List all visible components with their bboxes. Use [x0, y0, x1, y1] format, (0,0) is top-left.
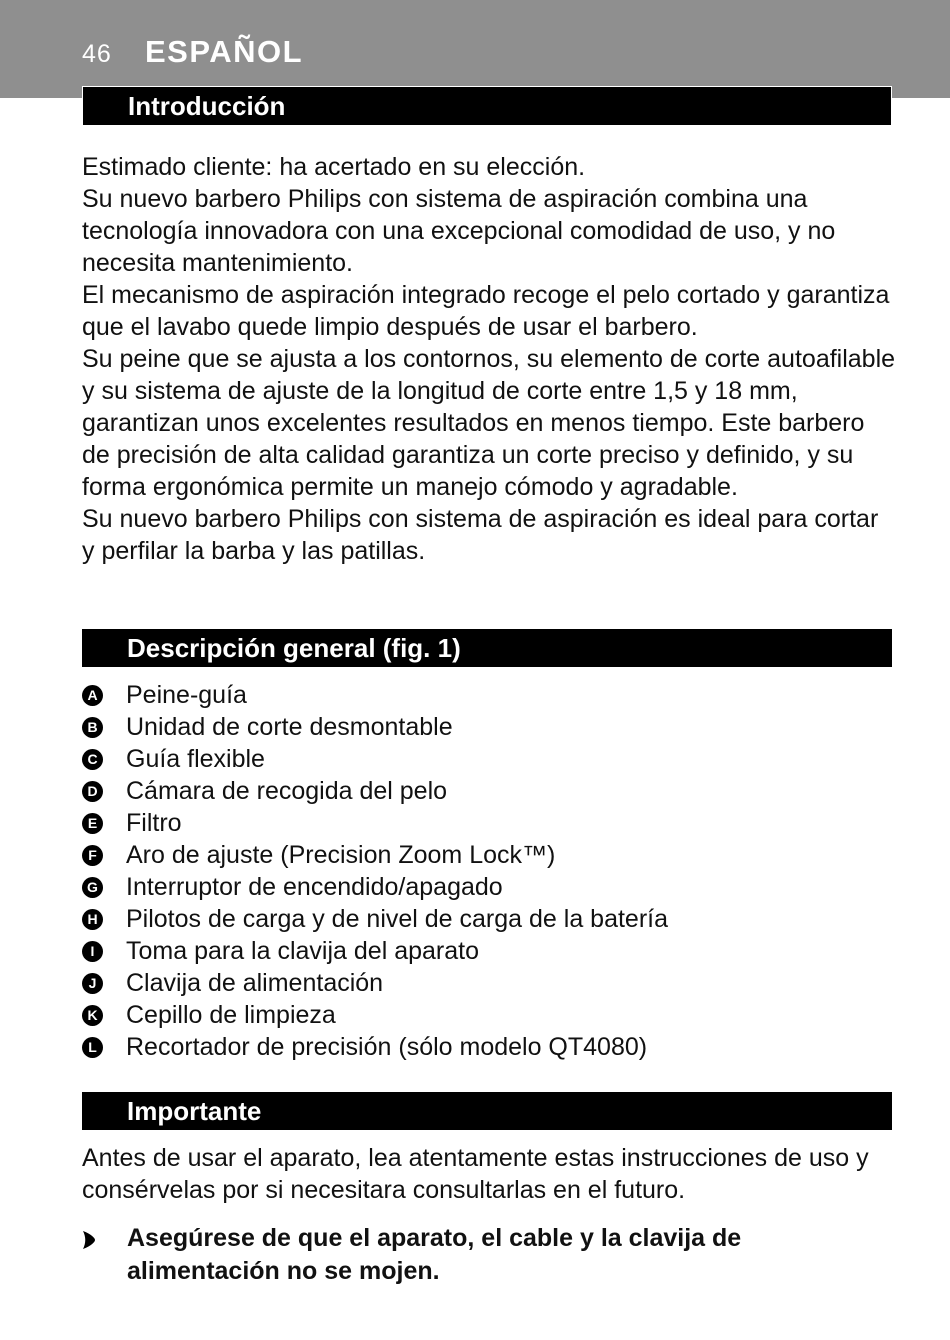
list-item-label: Cepillo de limpieza	[126, 1001, 336, 1029]
letter-badge-icon: L	[82, 1037, 103, 1058]
list-item-label: Unidad de corte desmontable	[126, 713, 453, 741]
list-item	[82, 967, 668, 999]
list-item	[82, 935, 668, 967]
letter-badge-icon: B	[82, 717, 103, 738]
intro-paragraph: Estimado cliente: ha acertado en su elección.	[82, 153, 586, 181]
list-item	[82, 775, 668, 807]
important-text	[82, 1142, 897, 1206]
letter-badge-icon: H	[82, 909, 103, 930]
list-item-label: Clavija de alimentación	[126, 969, 384, 997]
list-item	[82, 999, 668, 1031]
list-item-label: Recortador de precisión (sólo modelo QT4080)	[126, 1033, 648, 1061]
section-heading-overview: Descripción general (fig. 1)	[82, 629, 892, 667]
list-item	[82, 807, 668, 839]
section-heading-introduction: Introducción	[82, 86, 892, 126]
bullet-arrow-icon	[82, 1222, 127, 1288]
page-number: 46	[82, 40, 112, 68]
list-item-label: Toma para la clavija del aparato	[126, 937, 479, 965]
intro-paragraph: Su nuevo barbero Philips con sistema de aspiración es ideal para cortar y perfilar la barba y las patillas.	[82, 505, 879, 565]
important-paragraph: Antes de usar el aparato, lea atentamente estas instrucciones de uso y consérvelas por si necesitara consultarlas en el futuro.	[82, 1144, 869, 1204]
warning-text: Asegúrese de que el aparato, el cable y la clavija de alimentación no se mojen.	[127, 1224, 742, 1285]
section-heading-important: Importante	[82, 1092, 892, 1130]
letter-badge-icon: I	[82, 941, 103, 962]
list-item-label: Cámara de recogida del pelo	[126, 777, 448, 805]
list-item	[82, 871, 668, 903]
list-item-label: Interruptor de encendido/apagado	[126, 873, 503, 901]
list-item-label: Aro de ajuste (Precision Zoom Lock™)	[126, 841, 556, 869]
intro-paragraph: Su peine que se ajusta a los contornos, su elemento de corte autoafilable y su sistema de ajuste de la longitud de corte entre 1,5 y 18 mm, garantizan unos excelentes resultados en menos tiempo. Este barbero de precisión de alta calidad garantiza un corte preciso y definido, y su forma ergonómica permite un manejo cómodo y agradable.	[82, 345, 896, 501]
letter-badge-icon: D	[82, 781, 103, 802]
list-item-label: Filtro	[126, 809, 182, 837]
intro-paragraph: El mecanismo de aspiración integrado recoge el pelo cortado y garantiza que el lavabo quede limpio después de usar el barbero.	[82, 281, 890, 341]
letter-badge-icon: F	[82, 845, 103, 866]
letter-badge-icon: G	[82, 877, 103, 898]
list-item	[82, 903, 668, 935]
page-language-title: ESPAÑOL	[145, 34, 304, 69]
letter-badge-icon: K	[82, 1005, 103, 1026]
list-item-label: Guía flexible	[126, 745, 265, 773]
list-item	[82, 679, 668, 711]
header-band	[0, 0, 950, 98]
list-item-label: Peine-guía	[126, 681, 247, 709]
letter-badge-icon: E	[82, 813, 103, 834]
letter-badge-icon: C	[82, 749, 103, 770]
list-item	[82, 1031, 668, 1063]
letter-badge-icon: J	[82, 973, 103, 994]
list-item	[82, 711, 668, 743]
parts-list	[82, 679, 668, 1063]
intro-paragraph: Su nuevo barbero Philips con sistema de aspiración combina una tecnología innovadora con una excepcional comodidad de uso, y no necesita mantenimiento.	[82, 185, 836, 277]
letter-badge-icon: A	[82, 685, 103, 706]
list-item	[82, 839, 668, 871]
introduction-text	[82, 151, 897, 567]
list-item-label: Pilotos de carga y de nivel de carga de la batería	[126, 905, 669, 933]
list-item	[82, 743, 668, 775]
warning-item	[82, 1222, 892, 1288]
